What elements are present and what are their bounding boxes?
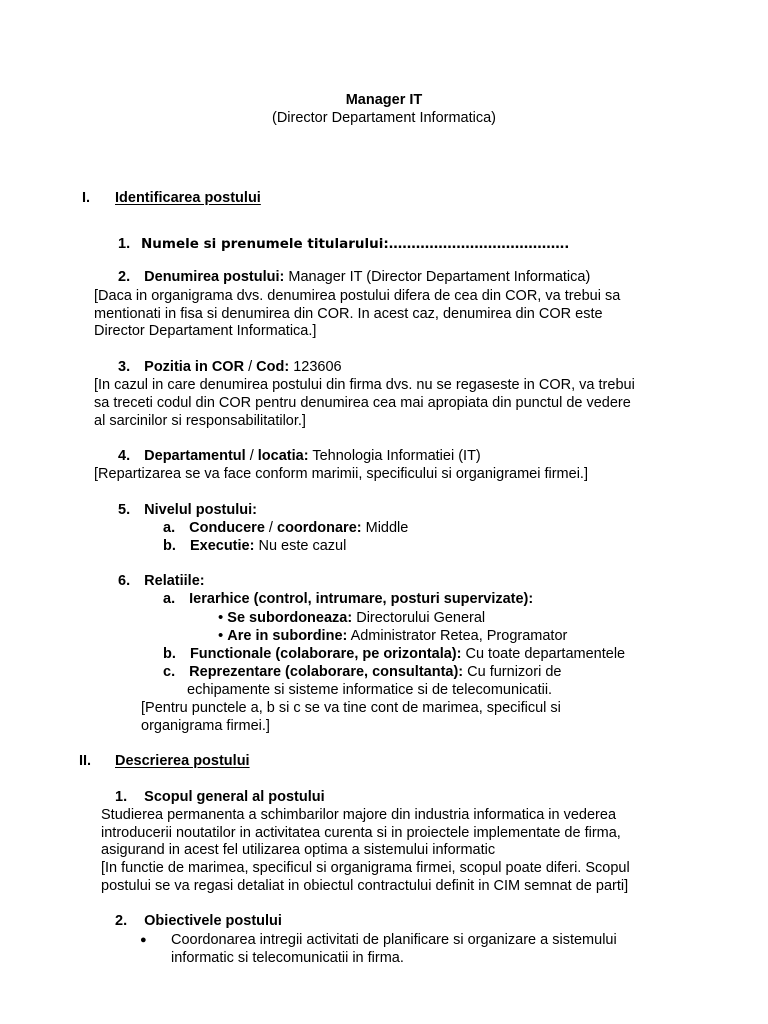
item-2-number: 2.: [118, 269, 131, 285]
item-3-note-line: sa treceti codul din COR pentru denumirea cea mai apropiata din punctul de vedere: [94, 395, 631, 411]
item-2-label: Denumirea postului:: [144, 269, 285, 285]
item-3-number: 3.: [118, 359, 131, 375]
item-6a-bullet-2-value: Administrator Retea, Programator: [347, 628, 568, 644]
item-6b: [163, 645, 625, 663]
scope-text-line: postului se va regasi detaliat in obiectul contractului definit in CIM semnat de parti]: [101, 878, 629, 894]
item-3-note-line: al sarcinilor si responsabilitatilor.]: [94, 413, 306, 429]
item-3-value: 123606: [289, 359, 342, 375]
item-5a: [163, 519, 408, 537]
item-2-note-line: mentionati in fisa si denumirea din COR. In acest caz, denumirea din COR este: [94, 306, 603, 322]
item-3: [118, 358, 342, 376]
section-2-item-1-number: 1.: [115, 789, 128, 805]
bullet-icon: •: [218, 627, 224, 644]
item-6c: [163, 663, 561, 681]
section-2-item-2-number: 2.: [115, 913, 128, 929]
objective-line: Coordonarea intregii activitati de planificare si organizare a sistemului: [171, 932, 617, 948]
item-4-note: [Repartizarea se va face conform marimii, specificului si organigramei firmei.]: [94, 466, 588, 482]
item-5b-letter: b.: [163, 538, 176, 554]
item-2: [118, 268, 590, 286]
item-6a-bullet-1-label: Se subordoneaza:: [227, 610, 353, 626]
item-6a-letter: a.: [163, 591, 176, 607]
item-1-text: Numele si prenumele titularului:………………………………….: [141, 236, 570, 252]
item-5b-label: Executie:: [189, 538, 255, 554]
item-6b-letter: b.: [163, 646, 176, 662]
item-6a: [163, 590, 533, 608]
item-6-note-line: organigrama firmei.]: [141, 718, 270, 734]
item-6-number: 6.: [118, 573, 131, 589]
page-title: Manager IT: [345, 92, 423, 108]
item-6a-bullet-1: [218, 609, 485, 627]
item-4-label: Departamentul: [144, 448, 246, 464]
item-4-label-2: locatia:: [257, 448, 309, 464]
item-4: [118, 447, 481, 465]
scope-text-line: introducerii noutatilor in activitatea curenta si in proiectele implementate de firma,: [101, 825, 621, 841]
item-3-separator: /: [244, 359, 257, 375]
item-6a-bullet-2: [218, 627, 567, 645]
section-2-numeral: II.: [79, 753, 92, 769]
item-6-note-line: [Pentru punctele a, b si c se va tine cont de marimea, specificul si: [141, 700, 561, 716]
objective-line: informatic si telecomunicatii in firma.: [171, 950, 404, 966]
item-6: [118, 572, 205, 590]
item-2-note-line: [Daca in organigrama dvs. denumirea postului difera de cea din COR, va trebui sa: [94, 288, 621, 304]
item-6c-label: Reprezentare (colaborare, consultanta):: [189, 664, 464, 680]
item-5b: [163, 537, 346, 555]
item-5a-value: Middle: [361, 520, 409, 536]
item-6b-label: Functionale (colaborare, pe orizontala):: [189, 646, 462, 662]
section-1-numeral: I.: [82, 190, 91, 206]
item-6b-value: Cu toate departamentele: [461, 646, 626, 662]
item-6-label: Relatiile:: [144, 573, 205, 589]
item-4-separator: /: [245, 448, 258, 464]
item-5: [118, 501, 257, 519]
scope-text-line: Studierea permanenta a schimbarilor majore din industria informatica in vederea: [101, 807, 617, 823]
section-2-item-2-label: Obiectivele postului: [144, 913, 282, 929]
scope-text-line: asigurand in acest fel utilizarea optima a sistemului informatic: [101, 842, 496, 858]
section-2-item-1: [115, 788, 325, 806]
item-5a-label-2: coordonare:: [277, 520, 362, 536]
item-5-label: Nivelul postului:: [144, 502, 257, 518]
item-2-value: Manager IT (Director Departament Informatica): [284, 269, 591, 285]
item-4-number: 4.: [118, 448, 131, 464]
item-5-number: 5.: [118, 502, 131, 518]
page-subtitle: (Director Departament Informatica): [271, 110, 496, 126]
item-5a-letter: a.: [163, 520, 176, 536]
section-2-item-2: [115, 912, 282, 930]
section-2-item-1-label: Scopul general al postului: [144, 789, 325, 805]
bullet-icon: •: [218, 609, 224, 626]
item-5b-value: Nu este cazul: [254, 538, 347, 554]
item-5a-separator: /: [264, 520, 277, 536]
item-4-value: Tehnologia Informatiei (IT): [308, 448, 481, 464]
item-5a-label: Conducere: [189, 520, 265, 536]
item-6a-bullet-1-value: Directorului General: [352, 610, 486, 626]
section-1-heading: Identificarea postului: [115, 190, 261, 206]
item-2-note-line: Director Departament Informatica.]: [94, 323, 317, 339]
item-6a-label: Ierarhice (control, intrumare, posturi supervizate):: [189, 591, 534, 607]
bullet-dot-icon: ●: [140, 934, 147, 946]
item-3-label-2: Cod:: [256, 359, 290, 375]
section-2-heading: Descrierea postului: [115, 753, 250, 769]
scope-text-line: [In functie de marimea, specificul si organigrama firmei, scopul poate diferi. Scopul: [101, 860, 630, 876]
item-1-number: 1.: [118, 236, 131, 252]
item-6c-value-2: echipamente si sisteme informatice si de telecomunicatii.: [187, 682, 553, 698]
item-3-label: Pozitia in COR: [144, 359, 245, 375]
item-6a-bullet-2-label: Are in subordine:: [227, 628, 348, 644]
item-3-note-line: [In cazul in care denumirea postului din firma dvs. nu se regaseste in COR, va trebui: [94, 377, 635, 393]
item-6c-letter: c.: [163, 664, 176, 680]
item-6c-value: Cu furnizori de: [463, 664, 562, 680]
